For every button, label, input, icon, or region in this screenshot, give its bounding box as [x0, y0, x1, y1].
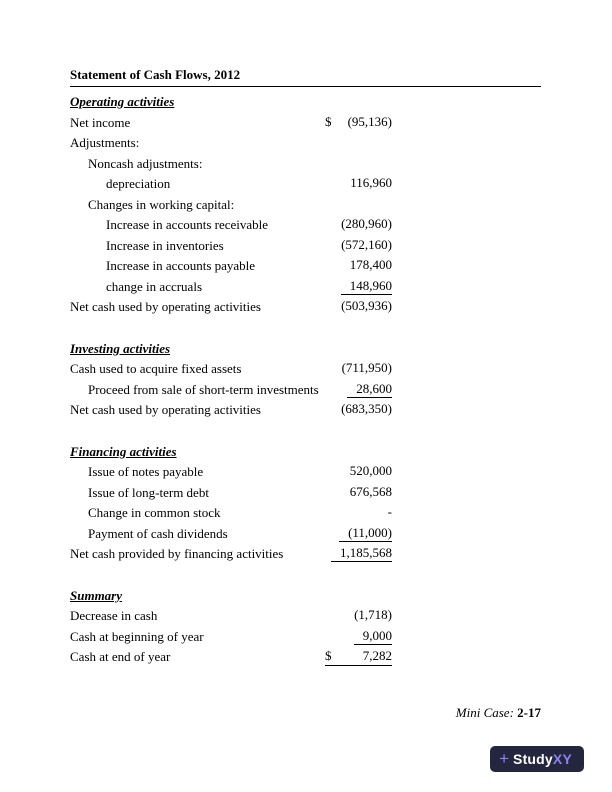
- row-value: [325, 401, 392, 418]
- mini-case-number: 2-17: [517, 705, 541, 720]
- row-value: [325, 484, 392, 501]
- page-title: [70, 67, 541, 87]
- amount: (1,718): [354, 607, 392, 622]
- statement-content: [70, 67, 541, 668]
- row-value: [325, 237, 392, 254]
- statement-row: [70, 256, 541, 277]
- section-operating-activities: [70, 92, 541, 318]
- statement-row: [70, 154, 541, 175]
- mini-case-footer: [456, 705, 541, 721]
- currency-symbol: $: [325, 113, 332, 129]
- row-value: [325, 257, 392, 274]
- row-value: [325, 525, 392, 542]
- statement-row: [70, 400, 541, 421]
- row-value: [325, 463, 392, 480]
- statement-row: [70, 380, 541, 401]
- row-value: [325, 216, 392, 233]
- statement-row: [70, 297, 541, 318]
- row-value: [325, 607, 392, 624]
- amount: 116,960: [350, 175, 392, 190]
- row-label: Cash at beginning of year: [70, 628, 204, 644]
- section-heading: [70, 339, 541, 360]
- row-value: [325, 648, 392, 666]
- plus-icon: +: [499, 749, 510, 768]
- logo-text: [513, 751, 572, 767]
- row-label: Proceed from sale of short-term investments: [88, 381, 319, 397]
- section-heading-text: Operating activities: [70, 94, 175, 109]
- logo-text-xy: XY: [552, 751, 572, 767]
- row-label: Net income: [70, 114, 131, 130]
- amount: (11,000): [339, 525, 392, 542]
- statement-row: [70, 133, 541, 154]
- row-value: [325, 278, 392, 295]
- row-value: [325, 545, 392, 562]
- row-value: [325, 504, 392, 521]
- statement-row: [70, 277, 541, 298]
- amount: (711,950): [341, 360, 392, 375]
- statement-row: [70, 174, 541, 195]
- statement-row: [70, 195, 541, 216]
- row-label: Issue of notes payable: [88, 464, 204, 479]
- section-heading-text: Financing activities: [70, 443, 177, 459]
- statement-row: [70, 113, 541, 134]
- row-label: Net cash provided by financing activities: [70, 546, 284, 561]
- statement-row: [70, 236, 541, 257]
- sections-container: [70, 92, 541, 668]
- amount: 178,400: [349, 257, 392, 272]
- row-label: Decrease in cash: [70, 608, 158, 623]
- row-label: Change in common stock: [88, 505, 221, 520]
- statement-row: [70, 647, 541, 668]
- statement-row: [70, 359, 541, 380]
- row-label: Net cash used by operating activities: [70, 299, 261, 314]
- row-value: [325, 628, 392, 645]
- row-label: Changes in working capital:: [88, 196, 235, 212]
- amount: -: [387, 504, 392, 519]
- statement-row: [70, 503, 541, 524]
- row-label: Increase in inventories: [106, 237, 224, 253]
- row-value: [325, 360, 392, 377]
- currency-symbol: $: [325, 648, 332, 663]
- amount: 520,000: [349, 463, 392, 478]
- studyxy-logo: [490, 746, 584, 772]
- statement-row: [70, 462, 541, 483]
- section-heading-text: Summary: [70, 587, 123, 603]
- page-title-text: Statement of Cash Flows, 2012: [70, 67, 241, 82]
- row-value: [325, 114, 392, 131]
- row-value: [325, 381, 392, 398]
- amount: 148,960: [341, 278, 392, 295]
- amount: (95,136): [347, 113, 392, 129]
- row-label: Adjustments:: [70, 135, 140, 150]
- section-summary: [70, 586, 541, 668]
- row-label: Payment of cash dividends: [88, 525, 228, 541]
- amount: (503,936): [341, 298, 392, 313]
- row-label: Issue of long-term debt: [88, 484, 209, 500]
- row-label: Increase in accounts receivable: [106, 217, 269, 232]
- row-label: change in accruals: [106, 278, 203, 294]
- amount: 7,282: [362, 648, 392, 663]
- section-heading: [70, 586, 541, 607]
- amount: 9,000: [354, 628, 392, 645]
- row-label: Cash at end of year: [70, 649, 171, 664]
- statement-row: [70, 215, 541, 236]
- amount: 676,568: [349, 483, 392, 499]
- logo-text-study: Study: [513, 751, 553, 767]
- section-heading: [70, 442, 541, 463]
- statement-row: [70, 483, 541, 504]
- row-label: Increase in accounts payable: [106, 258, 256, 273]
- section-financing-activities: [70, 442, 541, 565]
- amount: (683,350): [341, 401, 392, 416]
- row-label: Net cash used by operating activities: [70, 402, 261, 417]
- row-value: [325, 298, 392, 315]
- row-label: Cash used to acquire fixed assets: [70, 361, 242, 376]
- statement-row: [70, 606, 541, 627]
- statement-row: [70, 627, 541, 648]
- statement-row: [70, 524, 541, 545]
- amount: 1,185,568: [331, 545, 392, 562]
- section-heading-text: Investing activities: [70, 340, 171, 356]
- section-investing-activities: [70, 339, 541, 421]
- amount: (572,160): [341, 236, 392, 252]
- mini-case-label: Mini Case:: [455, 705, 514, 720]
- row-value: [325, 175, 392, 192]
- statement-row: [70, 544, 541, 565]
- amount: (280,960): [341, 216, 392, 231]
- row-label: depreciation: [106, 176, 171, 191]
- section-heading: [70, 92, 541, 113]
- row-label: Noncash adjustments:: [88, 155, 203, 171]
- amount: 28,600: [347, 381, 392, 398]
